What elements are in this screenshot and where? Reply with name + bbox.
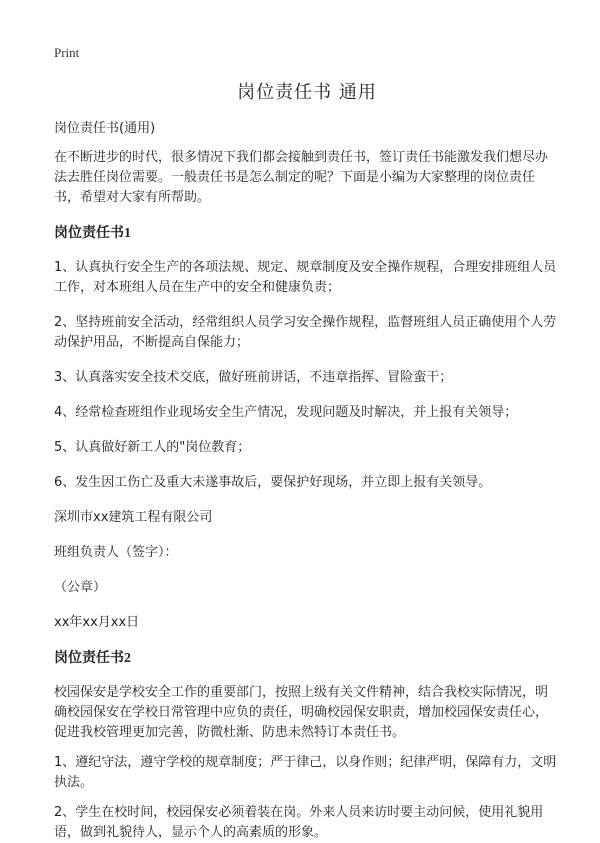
section1-heading: 岗位责任书1 (54, 226, 131, 241)
seal-label: （公章） (54, 580, 107, 595)
section1-item: 2、坚持班前安全活动，经常组织人员学习安全操作规程，监督班组人员正确使用个人劳动保护用品，不断提高自保能力； (54, 315, 557, 350)
section2-intro: 校园保安是学校安全工作的重要部门，按照上级有关文件精神，结合我校实际情况，明确校园保安在学校日常管理中应负的责任，明确校园保安职责，增加校园保安责任心，促进我校管理更加完善，防微杜渐、防患未然特订本责任书。 (54, 685, 549, 740)
document-subtitle: 岗位责任书(通用) (54, 121, 156, 136)
company-name: 深圳市xx建筑工程有限公司 (54, 510, 213, 525)
section1-item: 1、认真执行安全生产的各项法规、规定、规章制度及安全操作规程，合理安排班组人员工作，对本班组人员在生产中的安全和健康负责； (54, 260, 557, 295)
section2-item: 1、遵纪守法，遵守学校的规章制度；严于律己，以身作则；纪律严明，保障有力，文明执法。 (54, 755, 557, 790)
section1-item: 3、认真落实安全技术交底，做好班前讲话，不违章指挥、冒险蛮干； (54, 370, 453, 385)
section1-item: 4、经常检查班组作业现场安全生产情况，发现问题及时解决，并上报有关领导； (54, 405, 518, 420)
section1-item: 5、认真做好新工人的"岗位教育； (54, 440, 251, 455)
signature-line: 班组负责人（签字）： (54, 545, 178, 560)
section2-item: 2、学生在校时间，校园保安必须着装在岗。外来人员来访时要主动问候，使用礼貌用语，做到礼貌待人，显示个人的高素质的形象。 (54, 805, 544, 840)
section2-heading: 岗位责任书2 (54, 651, 131, 666)
date-line: xx年xx月xx日 (54, 615, 140, 630)
document-title: 岗位责任书 通用 (237, 82, 377, 103)
intro-paragraph: 在不断进步的时代，很多情况下我们都会接触到责任书，签订责任书能激发我们想尽办法去胜任岗位需要。一般责任书是怎么制定的呢？下面是小编为大家整理的岗位责任书，希望对大家有所帮助。 (54, 150, 549, 205)
section1-item: 6、发生因工伤亡及重大未遂事故后，要保护好现场，并立即上报有关领导。 (54, 475, 492, 490)
print-link[interactable]: Print (54, 45, 80, 60)
